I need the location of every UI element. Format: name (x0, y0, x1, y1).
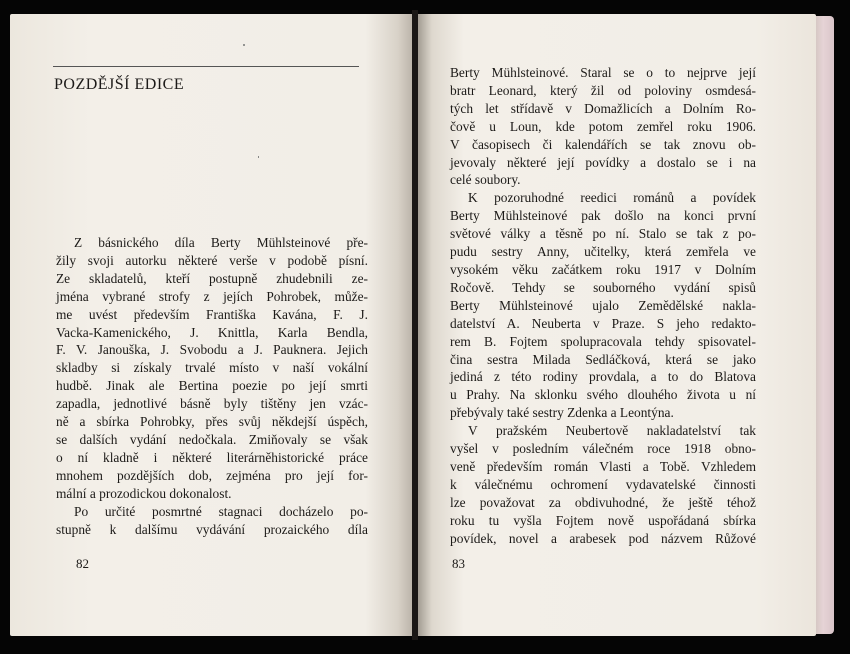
text-line: čina sestra Milada Sedláčková, která se jako (450, 351, 756, 367)
page-number: 82 (76, 556, 89, 571)
page-edge (816, 16, 834, 634)
paper-speck (258, 156, 259, 158)
text-line: V pražském Neubertově nakladatelství tak (468, 423, 756, 439)
text-line: mální a prozodickou dokonalost. (56, 485, 232, 501)
text-line: lze považovat za obdivuhodné, že ještě téhož (450, 494, 756, 510)
text-line: zapadla, jednotlivé básně byly tištěny jen vzác- (56, 396, 368, 412)
text-line: jména vybrané strofy z jejích Pohrobek, může- (56, 288, 368, 304)
text-line: Po určité posmrtné stagnaci docházelo po- (74, 503, 368, 519)
text-line: stupně k dalšímu vydávání prozaického díla (56, 521, 368, 537)
text-line: F. V. Janouška, J. Svobodu a J. Pauknera. Jejich (56, 342, 368, 358)
text-line: tých let střídavě v Domažlicích a Dolním Ro- (450, 100, 756, 116)
text-line: datelství A. Neuberta v Praze. S jeho redakto- (450, 315, 756, 331)
text-line: ně a sbírka Pohrobky, přes svůj někdejší úspěch, (56, 414, 368, 430)
text-line: u Prahy. Na sklonku svého dlouhého života u ní (450, 387, 756, 403)
text-line: světové války a těsně po ní. Stalo se tak z po- (450, 226, 756, 242)
right-page-body (450, 64, 756, 547)
text-line: Berty Mühlsteinové pak došlo na konci první (450, 208, 756, 224)
text-line: Berty Mühlsteinové ujalo Zemědělské nakla- (450, 297, 756, 313)
chapter-title: POZDĚJŠÍ EDICE (54, 76, 185, 93)
text-line: roku tu vyšla Fojtem nově uspořádaná sbírka (450, 512, 756, 528)
text-line: přebývaly také sestry Zdenka a Leontýna. (450, 405, 674, 421)
text-line: celé soubory. (450, 172, 521, 188)
text-line: skladby si získaly trvalé místo v naší vokální (56, 360, 368, 376)
text-line: V časopisech či kalendářích se tak znovu ob- (450, 136, 756, 152)
text-line: jediná z této rodiny provdala, a to do Blatova (450, 369, 756, 385)
text-line: hudbě. Jinak ale Bertina poezie po její smrti (56, 378, 368, 394)
text-line: vyšel v posledním válečném roce 1918 obno- (450, 441, 756, 457)
text-line: bratr Leonard, který žil od poloviny osmdesá- (450, 82, 756, 98)
text-line: mnohem pozdějších dob, zejména pro její for- (56, 467, 368, 483)
text-line: me uvést především Františka Kavána, F. J. (56, 306, 368, 322)
text-line: rem B. Fojtem spolupracovala tehdy spisovatel- (450, 333, 756, 349)
text-line: žily svoji autorku některé verše v podobě písní. (56, 252, 368, 268)
text-line: Z básnického díla Berty Mühlsteinové pře- (74, 235, 368, 250)
paper-speck (243, 44, 245, 46)
left-page-body (56, 234, 368, 538)
chapter-rule (53, 66, 359, 67)
text-line: jevovaly některé její povídky a dostalo se i na (450, 154, 756, 170)
text-line: Vacka-Kamenického, J. Knittla, Karla Bendla, (56, 324, 368, 340)
text-line: pudu sestry Anny, učitelky, která zemřela ve (450, 244, 756, 260)
text-line: veně především román Vlasti a Tobě. Vzhledem (450, 458, 756, 474)
text-line: vysokém věku začátkem roku 1917 v Dolním (450, 261, 756, 277)
text-line: o ní kladně i některé literárněhistorické práce (56, 449, 368, 465)
text-line: k válečnému ochromení vydavatelské činnosti (450, 476, 756, 492)
text-line: se dalších vydání nedočkala. Zmiňovaly se však (56, 431, 368, 447)
page-number: 83 (452, 556, 465, 571)
text-line: povídek, novel a arabesek pod názvem Růžové (450, 530, 756, 546)
text-line: čově u Loun, kde potom zemřel roku 1906. (450, 118, 756, 134)
text-line: Ročově. Tehdy se souborného vydání spisů (450, 279, 756, 295)
book-spine (412, 10, 418, 640)
text-line: Ze skladatelů, kteří postupně zhudebnili ze- (56, 270, 368, 286)
text-line: Berty Mühlsteinové. Staral se o to nejprve její (450, 65, 756, 80)
text-line: K pozoruhodné reedici románů a povídek (468, 190, 756, 206)
